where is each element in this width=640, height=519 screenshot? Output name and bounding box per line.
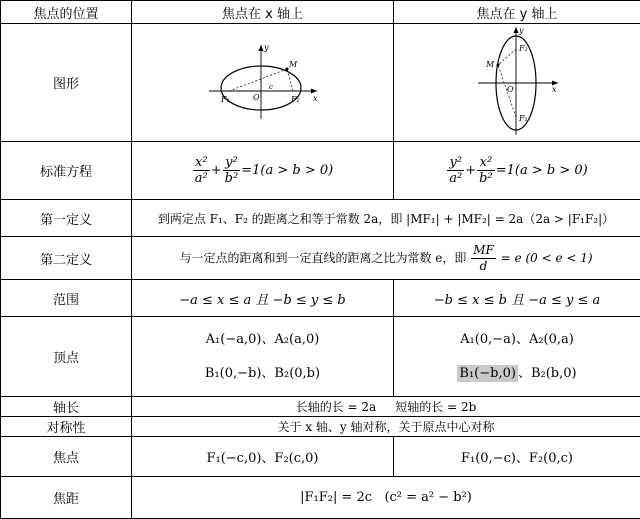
- second-definition-cell: [132, 237, 640, 280]
- label-c: c: [268, 82, 273, 91]
- row-label-axis: 轴长: [1, 397, 132, 417]
- range-row: [1, 280, 640, 317]
- first-definition-text: 到两定点 F₁、F₂ 的距离之和等于常数 2a，即 |MF₁| + |MF₂| = 2a（2a > |F₁F₂|）: [132, 200, 640, 237]
- label-y-axis: y: [263, 42, 269, 52]
- label-o: O: [252, 92, 260, 102]
- vertex-y: [394, 317, 640, 397]
- vertex-x-line-2: B₁(0,−b)、B₂(0,b): [204, 365, 321, 381]
- vertex-x: [132, 317, 394, 397]
- focal-radius-1: [229, 69, 287, 91]
- label-y-axis: y: [519, 25, 524, 35]
- vertex-row: [1, 317, 640, 397]
- label-f1: F₁: [519, 113, 528, 123]
- fraction-x2-b2: $\frac{\text{x²}}{\text{b²}}$: [479, 155, 493, 186]
- equation-y-tail: =1(a > b > 0): [495, 163, 588, 178]
- row-label-graph: 图形: [1, 24, 132, 142]
- vertex-y-line-1: A₁(0,−a)、A₂(0,a): [460, 331, 574, 347]
- y-axis-arrow: [258, 45, 263, 51]
- equation-x-tail: =1(a > b > 0): [241, 163, 334, 178]
- graph-cell-x: [132, 24, 394, 142]
- fraction-y2-b2: $\frac{\text{y²}}{\text{b²}}$: [224, 155, 239, 186]
- vertex-x-line-1: A₁(−a,0)、A₂(a,0): [205, 331, 320, 347]
- axis-row: [1, 397, 640, 417]
- second-definition-text: 与一定点的距离和到一定直线的距离之比为常数 e，即: [179, 250, 467, 265]
- header-focus-position: 焦点的位置: [1, 1, 132, 24]
- label-f2: F₂: [290, 94, 300, 104]
- label-x-axis: x: [312, 93, 318, 103]
- label-f2: F₂: [519, 43, 528, 53]
- axis-text: 长轴的长 = 2a 短轴的长 = 2b: [132, 397, 640, 417]
- x-axis-arrow: [311, 88, 317, 93]
- row-label-symmetry: 对称性: [1, 417, 132, 437]
- symmetry-row: [1, 417, 640, 437]
- focal-distance-row: [1, 477, 640, 519]
- symmetry-text: 关于 x 轴、y 轴对称，关于原点中心对称: [132, 417, 640, 437]
- fraction-x2-a2: $\frac{\text{x²}}{\text{a²}}$: [194, 155, 208, 186]
- label-m: M: [288, 59, 297, 69]
- fraction-y2-a2: $\frac{\text{y²}}{\text{a²}}$: [449, 155, 463, 186]
- focal-distance-text: |F₁F₂| = 2c (c² = a² − b²): [132, 477, 640, 519]
- vertex-y-line-2: [400, 364, 634, 384]
- vertex-y-highlighted: B₁(−b,0): [459, 365, 516, 381]
- equation-x: $\frac{\text{x²}}{\text{a²}}$ + $\frac{\text{y²}}{\text{b²}}$ =1(a > b > 0): [132, 142, 394, 200]
- row-label-second-definition: 第二定义: [1, 237, 132, 280]
- row-label-range: 范围: [1, 280, 132, 317]
- header-focus-on-y: 焦点在 y 轴上: [394, 1, 640, 24]
- graph-row: [1, 24, 640, 142]
- second-definition-tail: = e (0 < e < 1): [500, 250, 593, 265]
- foci-x: F₁(−c,0)、F₂(c,0): [132, 437, 394, 477]
- row-label-first-definition: 第一定义: [1, 200, 132, 237]
- fraction-mf-d: $\frac{MF}{d}$: [473, 242, 494, 273]
- label-m: M: [486, 59, 495, 69]
- point-m: [497, 63, 500, 66]
- row-label-focal-distance: 焦距: [1, 477, 132, 519]
- y-axis-arrow: [514, 27, 519, 33]
- graph-cell-y: [394, 24, 640, 142]
- row-label-foci: 焦点: [1, 437, 132, 477]
- vertex-y-line-2-rest: 、B₂(b,0): [517, 365, 577, 381]
- second-definition-row: [1, 237, 640, 280]
- row-label-equation: 标准方程: [1, 142, 132, 200]
- row-label-vertex: 顶点: [1, 317, 132, 397]
- equation-y: $\frac{\text{y²}}{\text{a²}}$ + $\frac{\text{x²}}{\text{b²}}$ =1(a > b > 0): [394, 142, 640, 200]
- label-x-axis: x: [552, 84, 557, 94]
- label-o: O: [507, 84, 514, 94]
- header-focus-on-x: 焦点在 x 轴上: [132, 1, 394, 24]
- ellipse-figure-y: [472, 25, 562, 137]
- ellipse-figure-x: [203, 41, 323, 121]
- range-y: −b ≤ x ≤ b 且 −a ≤ y ≤ a: [394, 280, 640, 317]
- foci-row: [1, 437, 640, 477]
- foci-y: F₁(0,−c)、F₂(0,c): [394, 437, 640, 477]
- label-f1: F₁: [220, 94, 230, 104]
- range-x: −a ≤ x ≤ a 且 −b ≤ y ≤ b: [132, 280, 394, 317]
- first-definition-row: [1, 200, 640, 237]
- header-row: [1, 1, 640, 24]
- equation-row: [1, 142, 640, 200]
